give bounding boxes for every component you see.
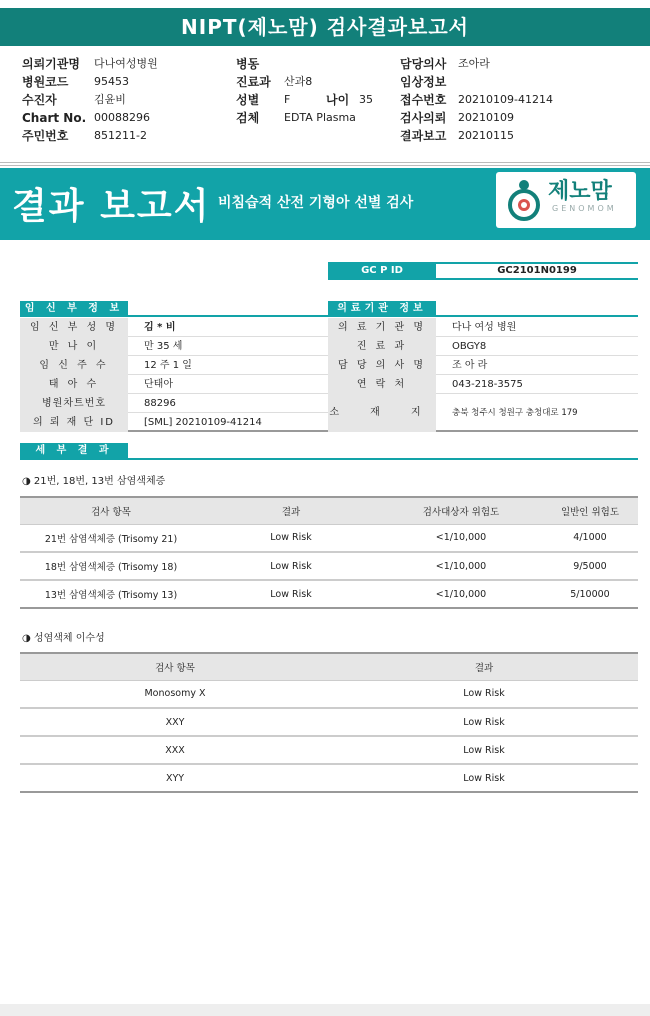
institution-row [328, 375, 638, 394]
info-value: 00088296 [94, 111, 150, 124]
table-cell: 13번 삼염색체증 (Trisomy 13) [20, 580, 202, 608]
info-label: 진료과 [236, 75, 271, 89]
table-cell: Low Risk [202, 524, 380, 552]
table-row [20, 680, 638, 708]
table-row [20, 736, 638, 764]
patient-row [20, 356, 328, 375]
table-cell: Low Risk [330, 708, 638, 736]
column-header: 검사 항목 [20, 653, 330, 680]
field-value: [SML] 20210109-41214 [144, 417, 262, 428]
detail-section-header: 세 부 결 과 [20, 443, 128, 459]
table-cell: Low Risk [330, 736, 638, 764]
column-header: 검사대상자 위험도 [380, 497, 542, 524]
logo-text: 제노맘 [548, 179, 612, 204]
field-label: 임 신 부 성 명 [20, 318, 128, 337]
trisomy-subheading [22, 472, 165, 487]
field-label: 의 료 기 관 명 [328, 318, 436, 337]
gcp-id-label: GC P ID [328, 262, 436, 280]
field-label: 연 락 처 [328, 375, 436, 394]
sexchrom-title: 성염색체 이수성 [33, 633, 105, 644]
half-circle-icon: ◑ [22, 633, 31, 644]
info-value: 851211-2 [94, 129, 147, 142]
info-label: 성별 [236, 93, 260, 107]
info-value: 95453 [94, 75, 129, 88]
trisomy-title: 21번, 18번, 13번 삼염색체증 [33, 476, 166, 487]
patient-row [20, 413, 328, 432]
table-cell: 9/5000 [542, 552, 638, 580]
field-value: 88296 [144, 398, 176, 409]
institution-row [328, 318, 638, 337]
table-cell: Low Risk [202, 552, 380, 580]
field-label: 태 아 수 [20, 375, 128, 394]
table-header-row [20, 653, 638, 680]
half-circle-icon: ◑ [22, 476, 31, 487]
institution-section-header: 의료기관 정보 [328, 301, 436, 317]
field-value: 충북 청주시 청원구 충청대로 179 [452, 408, 578, 418]
table-row [20, 764, 638, 792]
trisomy-table [20, 496, 638, 609]
info-value: 산과8 [284, 75, 313, 88]
column-header: 결과 [202, 497, 380, 524]
table-cell: <1/10,000 [380, 552, 542, 580]
info-column-3 [400, 55, 553, 145]
table-cell: XYY [20, 764, 330, 792]
field-label: 진 료 과 [328, 337, 436, 356]
info-column-2 [236, 55, 386, 127]
field-value: 단태아 [144, 379, 173, 390]
info-value: EDTA Plasma [284, 111, 356, 124]
info-label: 병원코드 [22, 75, 69, 89]
table-row [20, 580, 638, 608]
info-value: 김윤비 [94, 93, 126, 106]
institution-row [328, 394, 638, 432]
table-cell: 21번 삼염색체증 (Trisomy 21) [20, 524, 202, 552]
patient-row [20, 337, 328, 356]
table-row [20, 524, 638, 552]
institution-row [328, 356, 638, 375]
field-label: 임 신 주 수 [20, 356, 128, 375]
table-cell: <1/10,000 [380, 580, 542, 608]
info-label: 나이 [326, 93, 350, 107]
table-row [20, 708, 638, 736]
field-label: 의 뢰 재 단 ID [20, 413, 128, 432]
info-label: 수진자 [22, 93, 57, 107]
info-value: F [284, 93, 291, 106]
patient-row [20, 394, 328, 413]
info-label: Chart No. [22, 111, 87, 125]
field-value: OBGY8 [452, 341, 487, 352]
header-divider [0, 162, 650, 163]
info-label: 담당의사 [400, 57, 447, 71]
info-value: 조아라 [458, 57, 490, 70]
banner-subtitle: 비침습적 산전 기형아 선별 검사 [218, 195, 414, 211]
field-label: 담 당 의 사 명 [328, 356, 436, 375]
table-header-row [20, 497, 638, 524]
table-cell: Low Risk [202, 580, 380, 608]
field-value: 12 주 1 일 [144, 360, 192, 371]
column-header: 결과 [330, 653, 638, 680]
gcp-id-value: GC2101N0199 [436, 262, 638, 280]
table-cell: <1/10,000 [380, 524, 542, 552]
report-title-bar: NIPT(제노맘) 검사결과보고서 [0, 8, 650, 46]
section-underline [328, 315, 638, 317]
info-label: 임상정보 [400, 75, 447, 89]
header-divider [0, 165, 650, 166]
info-value: 35 [359, 93, 373, 106]
column-header: 일반인 위험도 [542, 497, 638, 524]
table-cell: Low Risk [330, 764, 638, 792]
info-value: 20210109-41214 [458, 93, 553, 106]
table-cell: 5/10000 [542, 580, 638, 608]
section-underline [20, 315, 328, 317]
table-row [20, 552, 638, 580]
patient-section-header: 임 신 부 정 보 [20, 301, 128, 317]
info-label: 병동 [236, 57, 260, 71]
info-value: 20210109 [458, 111, 514, 124]
table-cell: 4/1000 [542, 524, 638, 552]
info-label: 검사의뢰 [400, 111, 447, 125]
column-header: 검사 항목 [20, 497, 202, 524]
info-label: 결과보고 [400, 129, 447, 143]
field-value: 조 아 라 [452, 360, 488, 371]
section-underline [20, 458, 638, 460]
field-value: 만 35 세 [144, 341, 183, 352]
sexchrom-subheading [22, 629, 105, 644]
page-footer-strip [0, 1004, 650, 1016]
table-cell: 18번 삼염색체증 (Trisomy 18) [20, 552, 202, 580]
field-label: 만 나 이 [20, 337, 128, 356]
field-value: 다나 여성 병원 [452, 322, 517, 333]
table-cell: XXX [20, 736, 330, 764]
logo-subtext: GENOMOM [552, 204, 617, 213]
field-value: 043-218-3575 [452, 379, 523, 390]
info-label: 접수번호 [400, 93, 447, 107]
field-label: 소 재 지 [328, 394, 436, 432]
info-value: 20210115 [458, 129, 514, 142]
info-column-1 [22, 55, 158, 145]
table-cell: Monosomy X [20, 680, 330, 708]
table-cell: Low Risk [330, 680, 638, 708]
sexchrom-table [20, 652, 638, 793]
info-label: 검체 [236, 111, 260, 125]
field-value: 김 * 비 [144, 322, 176, 333]
field-label: 병원차트번호 [20, 394, 128, 413]
genomom-logo-icon [504, 177, 544, 223]
patient-row [20, 318, 328, 337]
patient-row [20, 375, 328, 394]
info-value: 다나여성병원 [94, 57, 158, 70]
table-cell: XXY [20, 708, 330, 736]
banner-title: 결과 보고서 [12, 186, 211, 227]
info-label: 의뢰기관명 [22, 57, 80, 71]
info-label: 주민번호 [22, 129, 69, 143]
institution-row [328, 337, 638, 356]
